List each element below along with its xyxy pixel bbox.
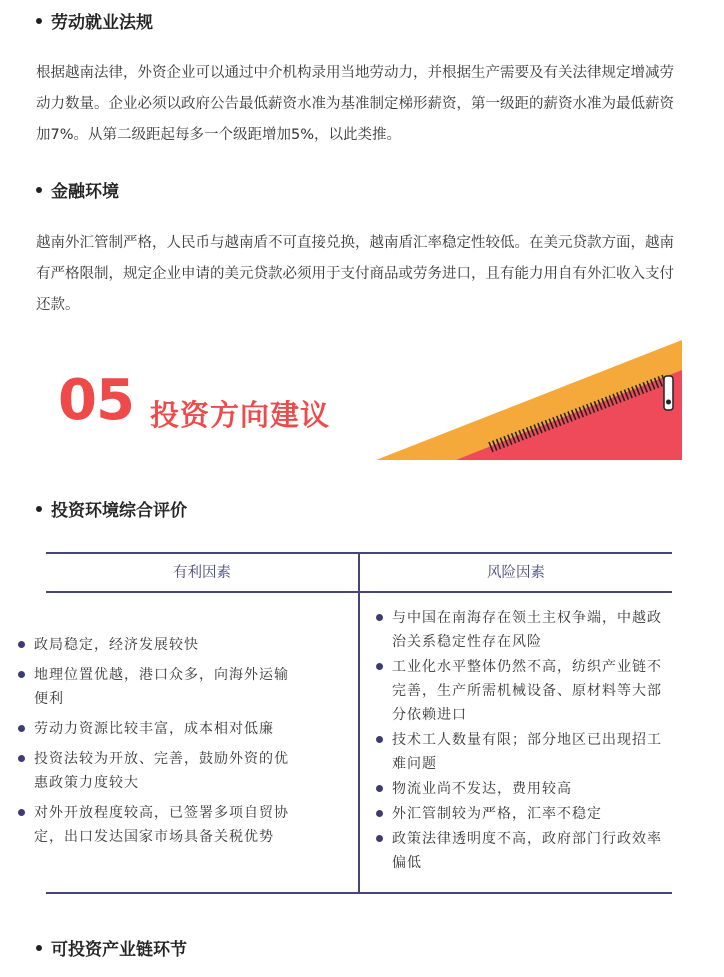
section-heading-evaluation	[36, 496, 187, 521]
list-item	[374, 827, 664, 875]
section-heading-text: 投资环境综合评价	[51, 501, 187, 521]
bullet-dot	[376, 736, 383, 743]
favorable-factors-list	[16, 633, 302, 855]
list-item-text: 工业化水平整体仍然不高，纺织产业链不完善，生产所需机械设备、原材料等大部分依赖进口	[392, 659, 662, 723]
table-column-divider	[358, 552, 360, 894]
list-item-text: 地理位置优越，港口众多，向海外运输便利	[34, 667, 289, 707]
bullet-dot	[18, 725, 25, 732]
section-banner	[36, 340, 682, 460]
list-item-text: 与中国在南海存在领土主权争端，中越政治关系稳定性存在风险	[392, 610, 662, 650]
list-item	[374, 655, 664, 727]
finance-paragraph: 越南外汇管制严格，人民币与越南盾不可直接兑换，越南盾汇率稳定性较低。在美元贷款方面，越南有严格限制，规定企业申请的美元贷款必须用于支付商品或劳务进口，且有能力用自有外汇收入支付还款。	[36, 235, 674, 313]
bullet-dot	[36, 945, 42, 951]
list-item	[16, 801, 302, 849]
header-risk: 风险因素	[487, 565, 545, 581]
list-item	[16, 663, 302, 711]
list-item	[374, 728, 664, 776]
list-item	[16, 633, 302, 657]
list-item	[374, 802, 664, 826]
bullet-dot	[36, 506, 42, 512]
bullet-dot	[376, 614, 383, 621]
header-favorable: 有利因素	[173, 565, 231, 581]
section-heading-labor	[36, 8, 153, 33]
bullet-dot	[18, 809, 25, 816]
zipper-pull-hole	[666, 400, 671, 405]
bullet-dot	[18, 755, 25, 762]
section-heading-text: 金融环境	[51, 182, 119, 202]
list-item-text: 对外开放程度较高，已签署多项自贸协定，出口发达国家市场具备关税优势	[34, 805, 289, 845]
bullet-dot	[376, 785, 383, 792]
list-item	[16, 717, 302, 741]
section-heading-industry-chain	[36, 935, 187, 960]
table-header-row	[46, 554, 672, 592]
list-item-text: 劳动力资源比较丰富，成本相对低廉	[34, 721, 274, 737]
list-item-text: 外汇管制较为严格，汇率不稳定	[392, 806, 602, 822]
list-item	[374, 777, 664, 801]
section-heading-text: 劳动就业法规	[51, 13, 153, 33]
list-item-text: 物流业尚不发达，费用较高	[392, 781, 572, 797]
bullet-dot	[18, 671, 25, 678]
zipper-pull	[664, 376, 673, 410]
banner-number: 05	[58, 368, 134, 433]
banner-title: 投资方向建议	[150, 398, 331, 432]
section-heading-finance	[36, 177, 119, 202]
labor-paragraph: 根据越南法律，外资企业可以通过中介机构录用当地劳动力，并根据生产需要及有关法律规定增减劳动力数量。企业必须以政府公告最低薪资水准为基准制定梯形薪资，第一级距的薪资水准为最低薪资加7%。从第二级距起每多一个级距增加5%，以此类推。	[36, 65, 674, 143]
list-item-text: 政策法律透明度不高，政府部门行政效率偏低	[392, 831, 662, 871]
list-item	[374, 606, 664, 654]
bullet-dot	[18, 641, 25, 648]
list-item-text: 技术工人数量有限；部分地区已出现招工难问题	[392, 732, 662, 772]
section-heading-text: 可投资产业链环节	[51, 940, 187, 960]
bullet-dot	[376, 810, 383, 817]
bullet-dot	[376, 835, 383, 842]
list-item-text: 投资法较为开放、完善，鼓励外资的优惠政策力度较大	[34, 751, 289, 791]
list-item	[16, 747, 302, 795]
bullet-dot	[376, 663, 383, 670]
list-item-text: 政局稳定，经济发展较快	[34, 637, 199, 653]
bullet-dot	[36, 187, 42, 193]
bullet-dot	[36, 18, 42, 24]
risk-factors-list	[374, 606, 664, 876]
